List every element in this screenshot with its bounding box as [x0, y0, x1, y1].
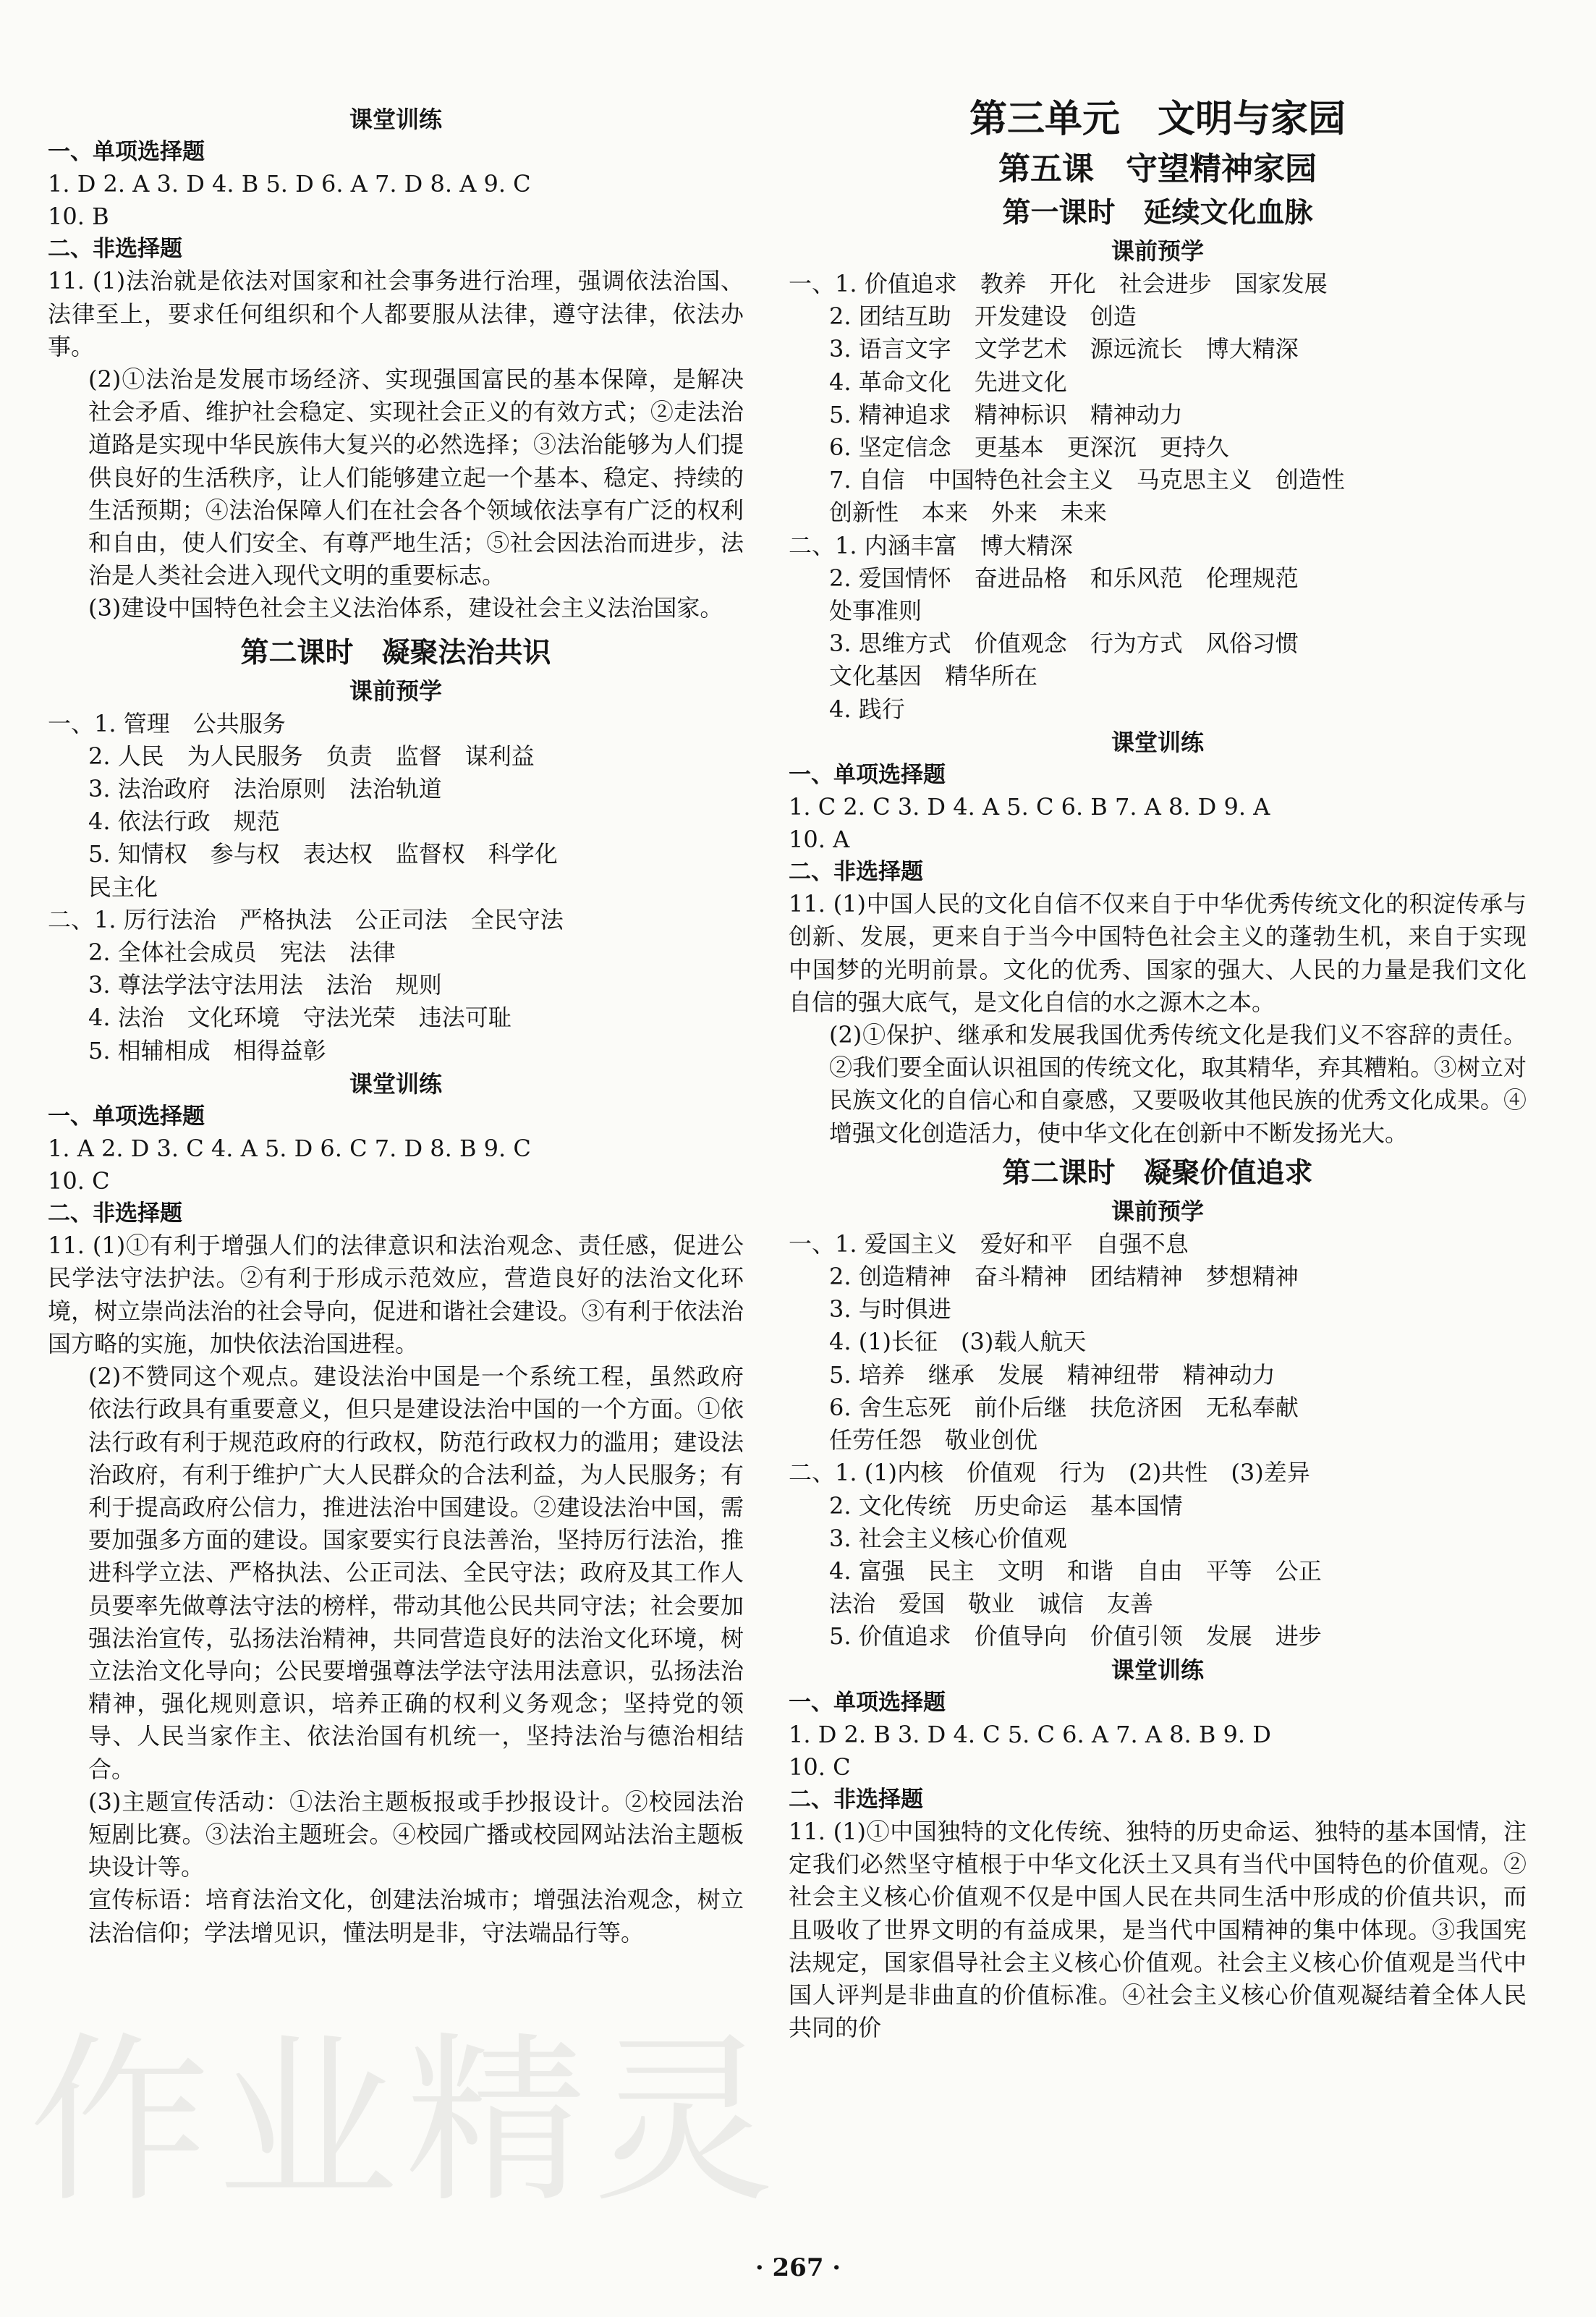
answer-line: 3. 社会主义核心价值观: [829, 1524, 1067, 1552]
lesson-subtitle: 第二课时 凝聚价值追求: [1002, 1156, 1313, 1190]
answer-line: 2. 团结互助 开发建设 创造: [829, 302, 1137, 331]
answer-line: 2. 人民 为人民服务 负责 监督 谋利益: [88, 742, 535, 770]
section-heading: 一、单项选择题: [789, 761, 946, 788]
answer-line: 1. D 2. A 3. D 4. B 5. D 6. A 7. D 8. A 9. C: [48, 170, 531, 198]
right-column: [789, 97, 1527, 2044]
answer-paragraph: 11. (1)①有利于增强人们的法律意识和法治观念、责任感，促进公民学法守法护法。②有利于形成示范效应，营造良好的法治文化环境，树立崇尚法治的社会导向，促进和谐社会建设。③有利于依法治国方略的实施，加快依法治国进程。: [48, 1232, 744, 1357]
answer-paragraph: (3)主题宣传活动：①法治主题板报或手抄报设计。②校园法治短剧比赛。③法治主题班会。④校园广播或校园网站法治主题板块设计等。: [88, 1787, 744, 1881]
section-heading: 二、非选择题: [48, 1200, 182, 1227]
answer-paragraph: 11. (1)法治就是依法对国家和社会事务进行治理，强调依法治国、法律至上，要求任何组织和个人都要服从法律，遵守法律，依法办事。: [48, 267, 744, 360]
lesson-title: 第五课 守望精神家园: [998, 151, 1317, 187]
answer-line: 10. B: [48, 203, 109, 231]
answer-line: 2. 创造精神 奋斗精神 团结精神 梦想精神: [829, 1263, 1299, 1291]
answer-line: 文化基因 精华所在: [829, 662, 1038, 690]
answer-paragraph: (3)建设中国特色社会主义法治体系，建设社会主义法治国家。: [88, 594, 723, 622]
left-column: [48, 103, 744, 1949]
answer-line: 4. 践行: [829, 695, 905, 723]
lesson-title: 第二课时 凝聚法治共识: [240, 635, 551, 669]
answer-line: 1. D 2. B 3. D 4. C 5. C 6. A 7. A 8. B 9. D: [789, 1720, 1271, 1748]
answer-line: 一、1. 管理 公共服务: [48, 709, 286, 737]
watermark: 作业精灵: [29, 2016, 781, 2227]
answer-line: 5. 相辅相成 相得益彰: [88, 1036, 326, 1064]
answer-paragraph: (2)不赞同这个观点。建设法治中国是一个系统工程，虽然政府依法行政具有重要意义，但只是建设法治中国的一个方面。①依法行政有利于规范政府的行政权，防范行政权力的滥用；建设法治政府，有利于维护广大人民群众的合法利益，为人民服务；有利于提高政府公信力，推进法治中国建设。②建设法治中国，需要加强多方面的建设。国家要实行良法善治，坚持厉行法治，推进科学立法、严格执法、公正司法、全民守法；政府及其工作人员要率先做尊法守法的榜样，带动其他公民共同守法；社会要加强法治宣传，弘扬法治精神，共同营造良好的法治文化环境，树立法治文化导向；公民要增强尊法学法守法用法意识，弘扬法治精神，强化规则意识，培养正确的权利义务观念；坚持党的领导、人民当家作主、依法治国有机统一，坚持法治与德治相结合。: [88, 1363, 744, 1783]
answer-line: 1. C 2. C 3. D 4. A 5. C 6. B 7. A 8. D 9. A: [789, 792, 1270, 821]
answer-line: 10. C: [48, 1167, 110, 1195]
section-heading: 二、非选择题: [789, 1786, 923, 1813]
answer-line: 二、1. 内涵丰富 博大精深: [789, 531, 1073, 559]
answer-line: 6. 舍生忘死 前仆后继 扶危济困 无私奉献: [829, 1393, 1299, 1421]
answer-paragraph: (2)①保护、继承和发展我国优秀传统文化是我们义不容辞的责任。②我们要全面认识祖国的传统文化，取其精华，弃其糟粕。③树立对民族文化的自信心和自豪感，又要吸收其他民族的优秀文化成果。④增强文化创造活力，使中华文化在创新中不断发扬光大。: [829, 1021, 1527, 1147]
section-title: 课前预学: [1111, 1197, 1204, 1225]
answer-line: 3. 与时俱进: [829, 1295, 951, 1323]
answer-line: 10. C: [789, 1753, 851, 1781]
answer-line: 3. 语言文字 文学艺术 源远流长 博大精深: [829, 335, 1299, 363]
answer-line: 4. 法治 文化环境 守法光荣 违法可耻: [88, 1004, 512, 1032]
page-number: · 267 ·: [755, 2253, 841, 2282]
answer-line: 5. 培养 继承 发展 精神纽带 精神动力: [829, 1360, 1275, 1389]
lesson-subtitle: 第一课时 延续文化血脉: [1002, 196, 1313, 229]
answer-line: 2. 全体社会成员 宪法 法律: [88, 939, 396, 967]
answer-paragraph: 11. (1)①中国独特的文化传统、独特的历史命运、独特的基本国情，注定我们必然坚守植根于中华文化沃土又具有当代中国特色的价值观。②社会主义核心价值观不仅是中国人民在共同生活中形成的价值共识，而且吸收了世界文明的有益成果，是当代中国精神的集中体现。③我国宪法规定，国家倡导社会主义核心价值观。社会主义核心价值观是当代中国人评判是非曲直的价值标准。④社会主义核心价值观凝结着全体人民共同的价: [789, 1817, 1527, 2042]
answer-line: 任劳任怨 敬业创优: [829, 1426, 1038, 1454]
answer-line: 7. 自信 中国特色社会主义 马克思主义 创造性: [829, 466, 1345, 494]
answer-line: 2. 文化传统 历史命运 基本国情: [829, 1491, 1183, 1520]
answer-line: 5. 精神追求 精神标识 精神动力: [829, 400, 1183, 428]
section-title: 课堂训练: [1111, 728, 1204, 756]
section-title: 课堂训练: [1111, 1656, 1204, 1684]
answer-paragraph: 11. (1)中国人民的文化自信不仅来自于中华优秀传统文化的积淀传承与创新、发展，更来自于当今中国特色社会主义的蓬勃生机，来自于实现中国梦的光明前景。文化的优秀、国家的强大、人民的力量是我们文化自信的强大底气，是文化自信的水之源木之本。: [789, 890, 1527, 1016]
answer-line: 3. 尊法学法守法用法 法治 规则: [88, 971, 442, 999]
answer-line: 二、1. (1)内核 价值观 行为 (2)共性 (3)差异: [789, 1459, 1310, 1487]
answer-line: 创新性 本来 外来 未来: [829, 499, 1108, 527]
answer-line: 3. 思维方式 价值观念 行为方式 风俗习惯: [829, 630, 1299, 658]
answer-line: 10. A: [789, 826, 850, 854]
answer-line: 6. 坚定信念 更基本 更深沉 更持久: [829, 433, 1229, 462]
answer-line: 民主化: [88, 873, 158, 901]
section-title: 课堂训练: [349, 106, 442, 133]
unit-title: 第三单元 文明与家园: [969, 97, 1346, 141]
section-title: 课堂训练: [349, 1069, 442, 1098]
section-heading: 二、非选择题: [48, 236, 182, 263]
answer-paragraph: (2)①法治是发展市场经济、实现强国富民的基本保障，是解决社会矛盾、维护社会稳定、实现社会正义的有效方式；②走法治道路是实现中华民族伟大复兴的必然选择；③法治能够为人们提供良好的生活秩序，让人们能够建立起一个基本、稳定、持续的生活预期；④法治保障人们在社会各个领域依法享有广泛的权利和自由，使人们安全、有尊严地生活；⑤社会因法治而进步，法治是人类社会进入现代文明的重要标志。: [88, 365, 744, 590]
answer-line: 1. A 2. D 3. C 4. A 5. D 6. C 7. D 8. B 9. C: [48, 1134, 531, 1162]
answer-line: 一、1. 爱国主义 爱好和平 自强不息: [789, 1229, 1189, 1258]
answer-line: 2. 爱国情怀 奋进品格 和乐风范 伦理规范: [829, 564, 1299, 592]
section-title: 课前预学: [1111, 237, 1204, 265]
section-heading: 一、单项选择题: [48, 1103, 205, 1130]
answer-line: 一、1. 价值追求 教养 开化 社会进步 国家发展: [789, 270, 1328, 297]
answer-line: 4. 依法行政 规范: [88, 808, 280, 836]
answer-line: 法治 爱国 敬业 诚信 友善: [829, 1590, 1154, 1618]
section-heading: 二、非选择题: [789, 859, 923, 886]
answer-line: 二、1. 厉行法治 严格执法 公正司法 全民守法: [48, 905, 564, 933]
answer-line: 3. 法治政府 法治原则 法治轨道: [88, 775, 442, 803]
section-heading: 一、单项选择题: [789, 1689, 946, 1716]
answer-line: 5. 知情权 参与权 表达权 监督权 科学化: [88, 840, 558, 868]
section-title: 课前预学: [349, 677, 442, 705]
answer-line: 4. 革命文化 先进文化: [829, 368, 1067, 396]
answer-line: 处事准则: [829, 597, 922, 625]
answer-line: 4. (1)长征 (3)载人航天: [829, 1328, 1087, 1356]
section-heading: 一、单项选择题: [48, 139, 205, 165]
answer-line: 5. 价值追求 价值导向 价值引领 发展 进步: [829, 1622, 1322, 1651]
answer-paragraph: 宣传标语：培育法治文化，创建法治城市；增强法治观念，树立法治信仰；学法增见识，懂法明是非，守法端品行等。: [88, 1886, 744, 1947]
answer-line: 4. 富强 民主 文明 和谐 自由 平等 公正: [829, 1556, 1322, 1585]
